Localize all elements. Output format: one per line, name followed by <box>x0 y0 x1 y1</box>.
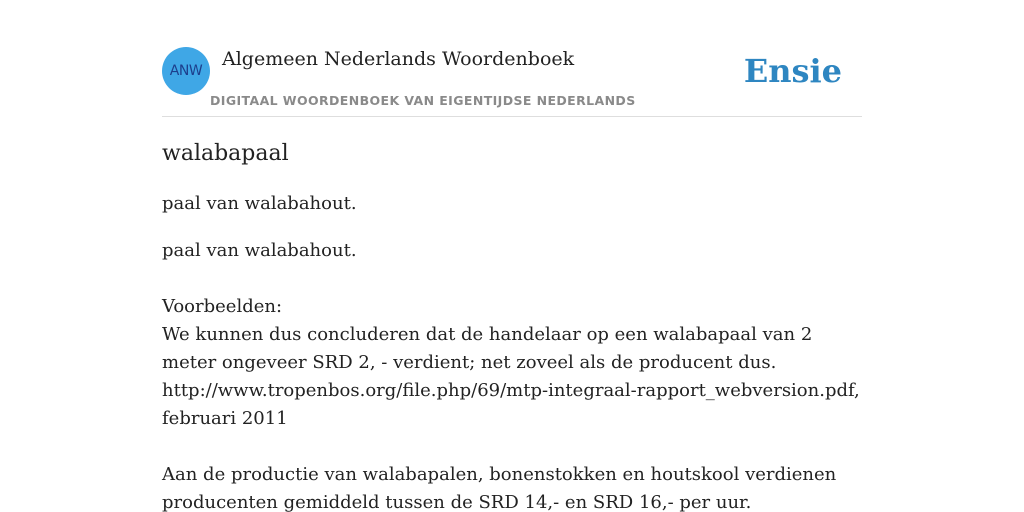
entry-definition <box>162 237 862 512</box>
site-title[interactable]: Algemeen Nederlands Woordenboek <box>222 48 575 70</box>
example-text: Aan de productie van walabapalen, bonenstokken en houtskool verdienen producenten gemiddeld tussen de SRD 14,- en SRD 16,- per uur. <box>162 464 837 512</box>
anw-logo[interactable] <box>162 47 210 95</box>
entry-content <box>162 138 862 512</box>
example-item <box>162 461 862 512</box>
logo-text: ANW <box>169 63 203 79</box>
entry-summary: paal van walabahout. <box>162 193 357 214</box>
example-text: We kunnen dus concluderen dat de handelaar op een walabapaal van 2 meter ongeveer SRD 2, - verdient; net zoveel als de producent dus. <box>162 324 813 373</box>
definition-text: paal van walabahout. <box>162 240 357 261</box>
site-header <box>162 46 862 117</box>
example-item <box>162 321 862 433</box>
example-source: http://www.tropenbos.org/file.php/69/mtp-integraal-rapport_webversion.pdf, februari 2011 <box>162 380 860 429</box>
entry-title: walabapaal <box>162 141 289 166</box>
site-subtitle: DIGITAAL WOORDENBOEK VAN EIGENTIJDSE NEDERLANDS <box>210 93 636 108</box>
examples-label: Voorbeelden: <box>162 296 283 317</box>
ensie-logo-link[interactable]: Ensie <box>743 52 842 90</box>
